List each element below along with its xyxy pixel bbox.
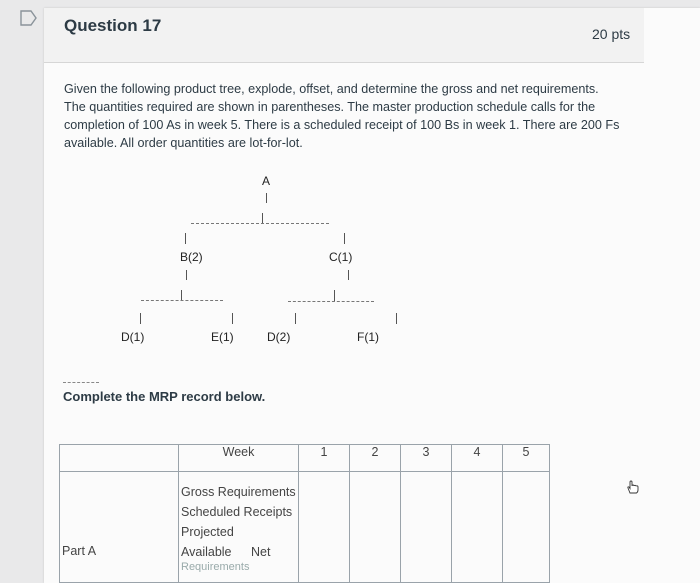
tree-connector (396, 313, 397, 324)
question-text (64, 80, 644, 152)
question-points: 20 pts (592, 26, 631, 42)
tree-connector (191, 223, 329, 224)
tree-connector (348, 270, 349, 280)
row-label: Available (181, 545, 232, 559)
tree-node-f: F(1) (357, 330, 379, 344)
table-row (60, 472, 550, 583)
week-header: Week (179, 445, 299, 472)
tree-connector (288, 301, 374, 302)
question-text-line: completion of 100 As in week 5. There is a scheduled receipt of 100 Bs in week 1. There are 200 Fs (64, 118, 620, 132)
table-cell (60, 445, 179, 472)
tree-connector (185, 233, 186, 244)
week-4-header: 4 (452, 445, 503, 472)
tree-connector (186, 270, 187, 280)
question-text-line: available. All order quantities are lot-for-lot. (64, 136, 303, 150)
input-cell-week-5[interactable] (503, 472, 550, 583)
tree-node-c: C(1) (329, 250, 353, 264)
tree-connector (232, 313, 233, 324)
tree-connector (141, 300, 223, 301)
row-label: Gross Requirements (181, 485, 296, 499)
row-label: Projected (181, 525, 234, 539)
flag-question-icon[interactable] (20, 10, 38, 26)
tree-connector (140, 313, 141, 324)
part-cell (60, 472, 179, 583)
tree-node-d2: D(2) (267, 330, 291, 344)
week-5-header: 5 (503, 445, 550, 472)
tree-connector (262, 213, 263, 223)
tree-connector (181, 290, 182, 300)
divider (63, 382, 99, 383)
row-label: Requirements (181, 562, 250, 572)
table-row (60, 445, 550, 472)
part-label: Part A (62, 544, 97, 558)
tree-connector (344, 233, 345, 244)
row-label-available-net (179, 542, 298, 562)
week-3-header: 3 (401, 445, 452, 472)
tree-connector (295, 313, 296, 324)
question-text-line: The quantities required are shown in parentheses. The master production schedule calls for the (64, 100, 596, 114)
question-title: Question 17 (64, 16, 162, 35)
hand-cursor-icon (625, 479, 641, 495)
tree-connector (266, 193, 267, 203)
tree-node-a: A (262, 174, 271, 188)
week-2-header: 2 (350, 445, 401, 472)
week-1-header: 1 (299, 445, 350, 472)
row-label: Scheduled Receipts (181, 505, 293, 519)
question-text-line: Given the following product tree, explode, offset, and determine the gross and net requirements. (64, 82, 599, 96)
tree-node-e: E(1) (211, 330, 234, 344)
tree-connector (334, 290, 335, 301)
input-cell-week-3[interactable] (401, 472, 452, 583)
mrp-table (59, 444, 550, 583)
mrp-prompt: Complete the MRP record below. (63, 389, 266, 404)
input-cell-week-4[interactable] (452, 472, 503, 583)
input-cell-week-1[interactable] (299, 472, 350, 583)
input-cell-week-2[interactable] (350, 472, 401, 583)
row-labels-cell (179, 472, 299, 583)
row-label: Net (251, 545, 271, 559)
tree-node-b: B(2) (180, 250, 203, 264)
tree-node-d1: D(1) (121, 330, 145, 344)
